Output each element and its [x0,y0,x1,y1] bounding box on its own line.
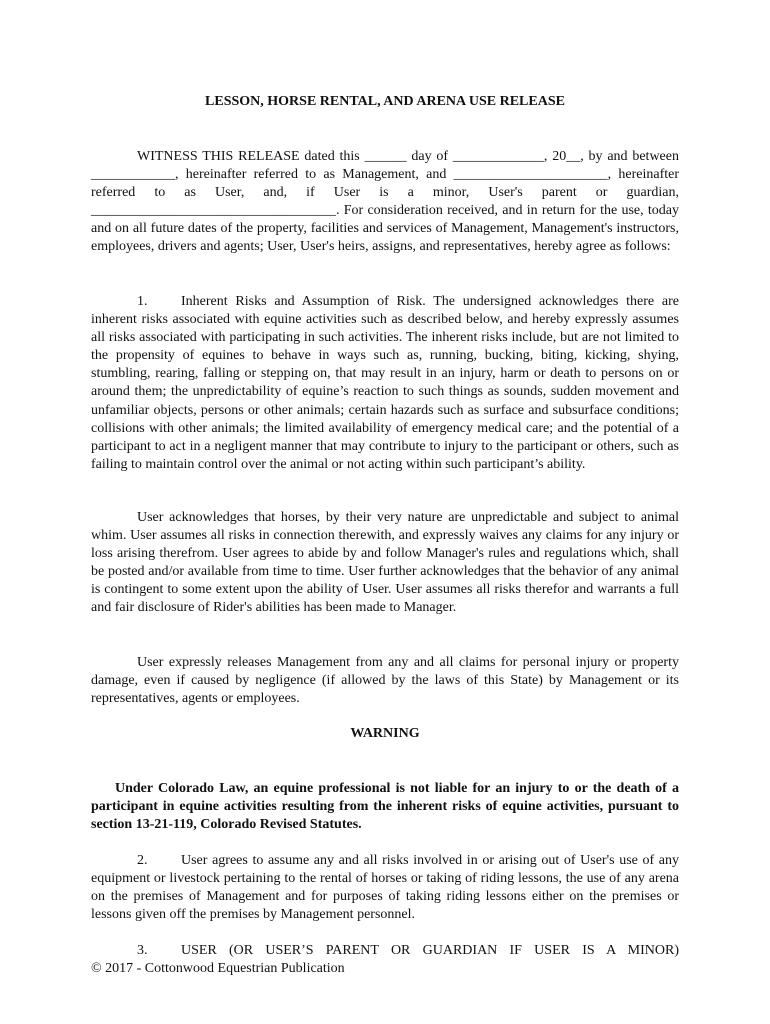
section-2-text: User agrees to assume any and all risks involved in or arising out of User's use of any equipment or livestock pertaining to the rental of horses or taking of riding lessons, the use of any arena on the premises of Management and for purposes of taking riding lessons either on the premises or lessons given off the premises by Management personnel. [91,853,679,923]
warning-text: Under Colorado Law, an equine professional is not liable for an injury to or the death of a participant in equine activities resulting from the inherent risks of equine activities, pursuant to section 13-21-119, Colorado Revised Statutes. [91,781,679,833]
section-3-paragraph [91,942,679,960]
section-3-text: USER (OR USER’S PARENT OR GUARDIAN IF USER IS A MINOR) [181,943,679,958]
user-acknowledgement-paragraph: User acknowledges that horses, by their very nature are unpredictable and subject to animal whim. User assumes all risks in connection therewith, and expressly waives any claims for any injury or loss arising therefrom. User agrees to abide by and follow Manager's rules and regulations which, shall be posted and/or available from time to time. User further acknowledges that the behavior of any animal is contingent to some extent upon the ability of User. User assumes all risks therefor and warrants a full and fair disclosure of Rider's abilities has been made to Manager. [91,510,679,616]
section-2-paragraph [91,852,679,924]
section-1-text: Inherent Risks and Assumption of Risk. The undersigned acknowledges there are inherent risks associated with equine activities such as described below, and hereby expressly assumes all risks associated with participating in such activities. The inherent risks include, but are not limited to the propensity of equines to behave in ways such as, running, bucking, biting, kicking, shying, stumbling, rearing, falling or stepping on, that may result in an injury, harm or death to persons on or around them; the unpredictability of equine’s reaction to such things as sounds, sudden movement and unfamiliar objects, persons or other animals; certain hazards such as surface and subsurface conditions; collisions with other animals; the limited availability of emergency medical care; and the potential of a participant to act in a negligent manner that may contribute to injury to the participant or others, such as failing to maintain control over the animal or not acting within such participant’s ability. [91,294,679,472]
section-1-number: 1. [137,294,148,309]
page-footer: © 2017 - Cottonwood Equestrian Publication [91,961,345,976]
document-title: LESSON, HORSE RENTAL, AND ARENA USE RELEASE [205,94,565,109]
section-2-number: 2. [137,853,148,868]
section-3-number: 3. [137,943,148,958]
witness-paragraph: WITNESS THIS RELEASE dated this ______ day of _____________, 20__, by and between ____________, hereinafter referred to as Management, and ______________________, hereinafter referred to as User, and, if User is a minor, User's parent or guardian, ___________________________________. For consideration received, and in return for the use, today and on all future dates of the property, facilities and services of Management, Management's instructors, employees, drivers and agents; User, User's heirs, assigns, and representatives, hereby agree as follows: [91,149,679,255]
release-paragraph: User expressly releases Management from any and all claims for personal injury or property damage, even if caused by negligence (if allowed by the laws of this State) by Management or its representatives, agents or employees. [91,655,679,707]
section-1-paragraph [91,293,679,474]
warning-heading: WARNING [350,726,420,741]
